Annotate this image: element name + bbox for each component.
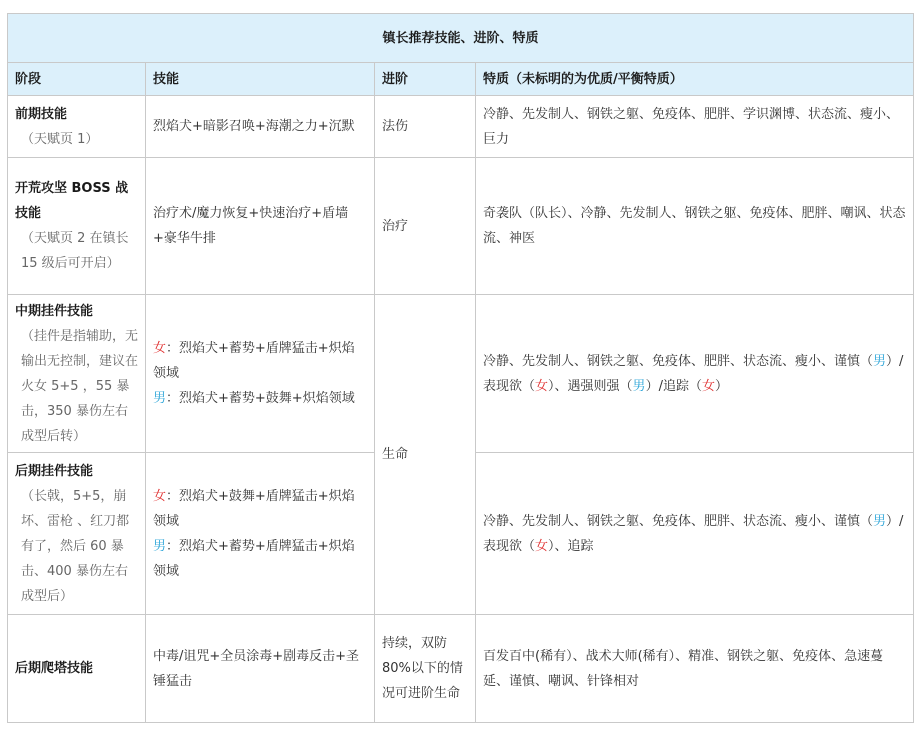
traits-text: ）、追踪 [548, 538, 594, 554]
skills-female-text: ：烈焰犬+鼓舞+盾牌猛击+炽焰领域 [153, 488, 355, 529]
skills-cell [146, 453, 375, 615]
traits-text: ）/表现欲（ [483, 513, 904, 554]
skills-male-text: ：烈焰犬+蓄势+鼓舞+炽焰领域 [166, 391, 355, 406]
stage-cell [8, 96, 146, 158]
female-tag: 女 [701, 378, 715, 394]
table-title: 镇长推荐技能、进阶、特质 [8, 14, 914, 63]
stage-cell [8, 295, 146, 453]
skills-table [7, 13, 914, 723]
stage-name: 开荒攻坚 BOSS 战技能 [15, 181, 129, 221]
traits-cell [476, 295, 914, 453]
male-tag: 男 [153, 391, 167, 406]
traits-cell: 百发百中(稀有）、战术大师(稀有）、精准、钢铁之躯、免疫体、急速蔓延、谨慎、嘲讽、针锋相对 [476, 615, 914, 723]
header-skills: 技能 [146, 63, 375, 96]
stage-name: 中期挂件技能 [15, 303, 94, 319]
stage-name: 后期爬塔技能 [15, 661, 94, 676]
traits-text: 冷静、先发制人、钢铁之躯、免疫体、肥胖、状态流、瘦小、谨慎（ [483, 513, 874, 529]
traits-cell [476, 453, 914, 615]
traits-text: ）/表现欲（ [483, 353, 904, 394]
male-tag: 男 [873, 353, 887, 369]
table-row [8, 615, 914, 723]
skills-male-text: ：烈焰犬+蓄势+盾牌猛击+炽焰领域 [153, 538, 355, 579]
table-row [8, 158, 914, 295]
stage-note: （挂件是指辅助，无输出无控制，建议在火女 5+5 ，55 暴击，350 暴伤左右成型后转） [21, 328, 139, 444]
traits-text: 冷静、先发制人、钢铁之躯、免疫体、肥胖、状态流、瘦小、谨慎（ [483, 353, 874, 369]
skills-male [153, 534, 367, 584]
skills-cell: 治疗术/魔力恢复+快速治疗+盾墙+豪华牛排 [146, 158, 375, 295]
advance-cell: 治疗 [375, 158, 476, 295]
skills-female [153, 336, 367, 386]
traits-text: ）/追踪（ [645, 378, 702, 394]
stage-name: 后期挂件技能 [15, 463, 94, 479]
advance-cell: 法伤 [375, 96, 476, 158]
stage-cell [8, 158, 146, 295]
skills-male [153, 386, 367, 411]
traits-cell: 奇袭队（队长）、冷静、先发制人、钢铁之躯、免疫体、肥胖、嘲讽、状态流、神医 [476, 158, 914, 295]
traits-cell: 冷静、先发制人、钢铁之躯、免疫体、肥胖、学识渊博、状态流、瘦小、巨力 [476, 96, 914, 158]
stage-note: （天赋页 1） [21, 131, 99, 147]
female-tag: 女 [535, 378, 549, 394]
table-row [8, 96, 914, 158]
header-advance: 进阶 [375, 63, 476, 96]
skills-cell: 烈焰犬+暗影召唤+海潮之力+沉默 [146, 96, 375, 158]
male-tag: 男 [873, 513, 887, 529]
stage-note: （长戟，5+5，崩坏、雷枪 、红刀都有了，然后 60 暴击、400 暴伤左右成型后） [21, 488, 130, 604]
male-tag: 男 [632, 378, 646, 394]
skills-cell: 中毒/诅咒+全员涂毒+剧毒反击+圣锤猛击 [146, 615, 375, 723]
stage-name: 前期技能 [15, 106, 68, 122]
traits-text: ） [714, 378, 728, 394]
female-tag: 女 [153, 488, 167, 504]
skills-cell [146, 295, 375, 453]
header-row [8, 63, 914, 96]
header-traits: 特质（未标明的为优质/平衡特质） [476, 63, 914, 96]
stage-note: （天赋页 2 在镇长 15 级后可开启） [21, 231, 129, 271]
female-tag: 女 [153, 341, 167, 356]
advance-cell: 持续，双防 80%以下的情况可进阶生命 [375, 615, 476, 723]
stage-cell [8, 615, 146, 723]
traits-text: ）、遇强则强（ [548, 378, 633, 394]
skills-female [153, 484, 367, 534]
advance-cell-merged: 生命 [375, 295, 476, 615]
male-tag: 男 [153, 538, 167, 554]
header-stage: 阶段 [8, 63, 146, 96]
female-tag: 女 [535, 538, 549, 554]
skills-female-text: ：烈焰犬+蓄势+盾牌猛击+炽焰领域 [153, 341, 355, 381]
stage-cell [8, 453, 146, 615]
table-row [8, 295, 914, 453]
